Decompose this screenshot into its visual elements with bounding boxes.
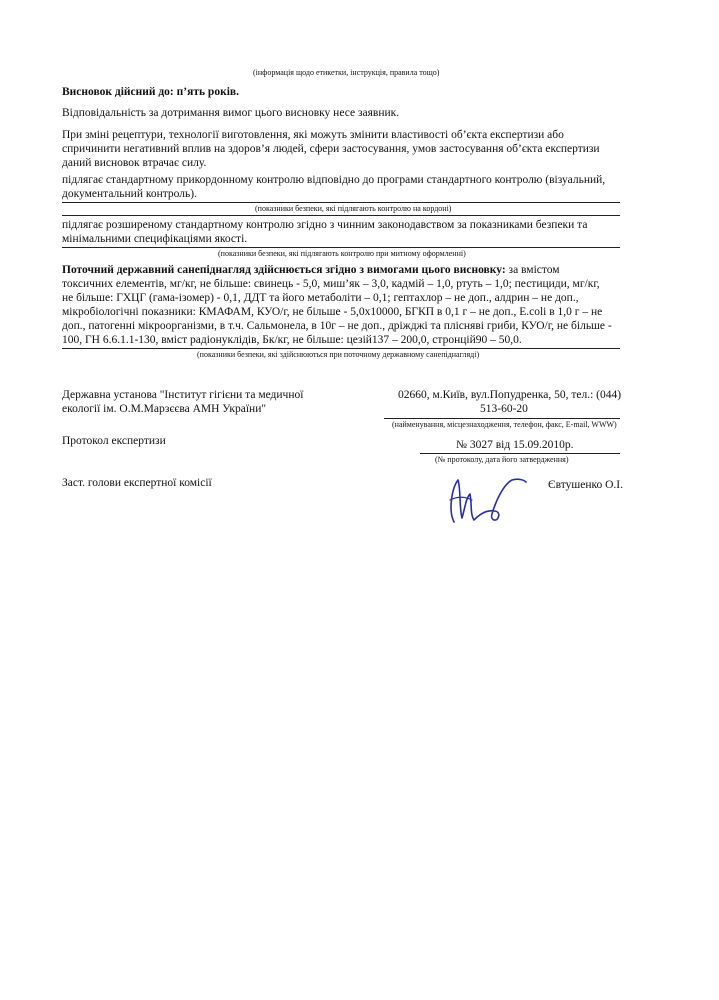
responsibility-text: Відповідальність за дотримання вимог цього висновку несе заявник. xyxy=(62,107,400,119)
institution-name-line1: Державна установа "Інститут гігієни та медичної xyxy=(62,389,304,401)
extended-control-line1: підлягає розширеному стандартному контролю згідно з чинним законодавством за показниками безпеки та xyxy=(62,219,588,231)
protocol-value: № 3027 від 15.09.2010р. xyxy=(456,439,574,451)
institution-address-rule xyxy=(384,418,620,419)
supervision-line5: доп., патогенні мікроорганізми, в т.ч. Сальмонела, в 10г – не доп., дріжджі та плісняві гриби, КУО/г, не більше - xyxy=(62,320,612,332)
supervision-heading: Поточний державний санепіднагляд здійснюється згідно з вимогами цього висновку: xyxy=(62,264,506,276)
extended-control-rule xyxy=(62,247,620,248)
supervision-line6: 100, ГН 6.6.1.1-130, вміст радіонуклідів, Бк/кг, не більше: цезій137 – 200,0, стронцій90 – 50,0. xyxy=(62,334,522,346)
extended-control-top-rule xyxy=(62,215,620,216)
border-control-caption: (показники безпеки, які підлягають контролю на кордоні) xyxy=(255,204,452,213)
protocol-caption: (№ протоколу, дата його затвердження) xyxy=(435,455,569,464)
border-control-line1: підлягає стандартному прикордонному контролю відповідно до програми стандартного контролю (візуальний, xyxy=(62,174,606,186)
signatory-name: Євтушенко О.І. xyxy=(548,479,623,491)
change-clause-line2: спричинити негативний вплив на здоров’я людей, сфери застосування, умов застосування об’єкта експертизи xyxy=(62,143,600,155)
border-control-line2: документальний контроль). xyxy=(62,188,197,200)
validity-line xyxy=(62,85,239,100)
change-clause-line1: При зміні рецептури, технології виготовлення, які можуть змінити властивості об’єкта експертизи або xyxy=(62,129,564,141)
institution-name-line2: екології ім. О.М.Марзєєва АМН України" xyxy=(62,403,267,415)
supervision-caption: (показники безпеки, які здійснюються при поточному державному санепіднагляді) xyxy=(197,350,480,359)
protocol-rule xyxy=(420,453,620,454)
supervision-line1-rest: за вмістом xyxy=(508,264,560,276)
border-control-rule xyxy=(62,202,620,203)
institution-address-caption: (найменування, місцезнаходження, телефон, факс, E-mail, WWW) xyxy=(392,420,617,429)
label-info-caption: (інформація щодо етикетки, інструкція, правила тощо) xyxy=(253,68,440,77)
institution-address-line2: 513-60-20 xyxy=(480,403,528,415)
supervision-rule xyxy=(62,348,620,349)
signatory-position: Заст. голови експертної комісії xyxy=(62,477,212,489)
handwritten-signature xyxy=(440,470,530,530)
extended-control-line2: мінімальними специфікаціями якості. xyxy=(62,233,248,245)
change-clause-line3: даний висновок втрачає силу. xyxy=(62,157,207,169)
supervision-line4: мікробіологічні показники: КМАФАМ, КУО/г, не більше - 5,0х10000, БГКП в 0,1 г – не доп., E.coli в 1,0 г – не xyxy=(62,306,603,318)
supervision-line2: токсичних елементів, мг/кг, не більше: свинець - 5,0, миш’як – 3,0, кадмій – 1,0, ртуть – 1,0; пестициди, мг/кг, xyxy=(62,278,600,290)
institution-address-line1: 02660, м.Київ, вул.Попудренка, 50, тел.: (044) xyxy=(398,389,622,401)
extended-control-caption: (показники безпеки, які підлягають контролю при митному оформленні) xyxy=(218,249,466,258)
validity-label: Висновок дійсний до: xyxy=(62,86,174,98)
supervision-line3: не більше: ГХЦГ (гама-ізомер) - 0,1, ДДТ та його метаболіти – 0,1; гептахлор – не доп., алдрин – не доп., xyxy=(62,292,579,304)
protocol-label: Протокол експертизи xyxy=(62,435,166,447)
supervision-line1 xyxy=(62,263,560,278)
validity-value: п’ять років. xyxy=(176,86,239,98)
